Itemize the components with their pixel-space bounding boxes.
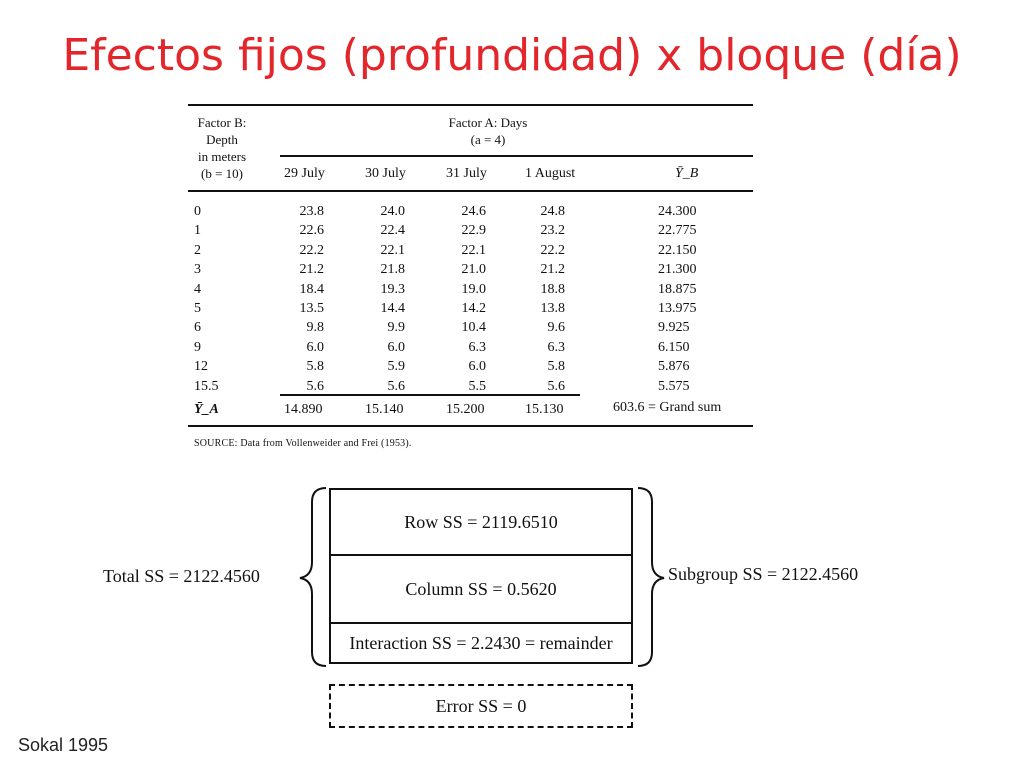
value-cell: 18.4 — [299, 281, 324, 297]
column-ss-label: Column SS = 0.5620 — [405, 578, 557, 599]
value-cell: 5.6 — [387, 378, 405, 394]
table-source: SOURCE: Data from Vollenweider and Frei (1953). — [194, 438, 412, 449]
value-cell: 5.6 — [306, 378, 324, 394]
error-ss-label: Error SS = 0 — [435, 695, 527, 716]
depth-cell: 6 — [194, 320, 201, 336]
depth-cell: 9 — [194, 339, 201, 355]
depth-cell: 3 — [194, 262, 201, 278]
table-bottom-rule — [188, 425, 753, 427]
depth-cell: 0 — [194, 204, 201, 219]
value-cell: 5.9 — [387, 359, 405, 375]
column-header-mean-b: Ȳ_B — [675, 166, 699, 181]
value-cell: 21.2 — [299, 262, 324, 278]
interaction-ss-label: Interaction SS = 2.2430 = remainder — [349, 632, 613, 653]
row-ss-label: Row SS = 2119.6510 — [404, 511, 558, 532]
mean-cell: 24.300 — [658, 204, 697, 219]
mean-cell: 5.575 — [658, 378, 690, 394]
value-cell: 14.2 — [461, 301, 486, 316]
mean-cell: 21.300 — [658, 262, 697, 278]
depth-cell: 1 — [194, 223, 201, 239]
value-cell: 6.0 — [306, 339, 324, 355]
value-cell: 13.8 — [540, 301, 565, 316]
footer-value-1-august: 15.130 — [525, 402, 564, 417]
value-cell: 22.1 — [380, 242, 405, 258]
footer-value-30-july: 15.140 — [365, 402, 404, 417]
value-cell: 22.2 — [540, 242, 565, 258]
value-cell: 24.8 — [540, 204, 565, 219]
value-cell: 9.6 — [547, 320, 565, 336]
factor-b-header: Factor B: Depth in meters (b = 10) — [197, 115, 247, 181]
value-cell: 24.6 — [461, 204, 486, 219]
value-cell: 24.0 — [380, 204, 405, 219]
row-ss-box — [329, 488, 633, 556]
value-cell: 5.8 — [306, 359, 324, 375]
value-cell: 21.8 — [380, 262, 405, 278]
value-cell: 19.0 — [461, 281, 486, 297]
ss-partition-diagram — [100, 480, 900, 730]
value-cell: 23.2 — [540, 223, 565, 239]
mean-cell: 6.150 — [658, 339, 690, 355]
mean-cell: 22.150 — [658, 242, 697, 258]
citation-footer: Sokal 1995 — [18, 735, 109, 755]
value-cell: 6.0 — [387, 339, 405, 355]
column-header-30-july: 30 July — [365, 166, 406, 181]
value-cell: 9.8 — [306, 320, 324, 336]
value-cell: 22.6 — [299, 223, 324, 239]
left-brace — [300, 488, 326, 666]
value-cell: 22.4 — [380, 223, 405, 239]
mean-cell: 18.875 — [658, 281, 697, 297]
header-mid-rule — [280, 155, 753, 157]
body-bottom-rule — [280, 394, 580, 396]
column-header-31-july: 31 July — [446, 166, 487, 181]
footer-value-29-july: 14.890 — [284, 402, 323, 417]
column-header-29-july: 29 July — [284, 166, 325, 181]
depth-cell: 2 — [194, 242, 201, 258]
slide-title: Efectos fijos (profundidad) x bloque (día) — [62, 30, 962, 81]
value-cell: 22.2 — [299, 242, 324, 258]
value-cell: 13.5 — [299, 301, 324, 316]
depth-cell: 12 — [194, 359, 208, 375]
factor-a-header: Factor A: Days (a = 4) — [448, 115, 528, 147]
mean-cell: 22.775 — [658, 223, 697, 239]
value-cell: 5.8 — [547, 359, 565, 375]
value-cell: 9.9 — [387, 320, 405, 336]
value-cell: 21.0 — [461, 262, 486, 278]
value-cell: 6.0 — [468, 359, 486, 375]
subgroup-ss-label: Subgroup SS = 2122.4560 — [668, 564, 859, 584]
depth-cell: 4 — [194, 281, 201, 297]
value-cell: 10.4 — [461, 320, 486, 336]
mean-cell: 9.925 — [658, 320, 690, 336]
value-cell: 5.6 — [547, 378, 565, 394]
value-cell: 22.1 — [461, 242, 486, 258]
error-ss-box — [329, 684, 633, 728]
interaction-ss-box — [329, 622, 633, 664]
value-cell: 19.3 — [380, 281, 405, 297]
column-ss-box — [329, 554, 633, 624]
value-cell: 6.3 — [547, 339, 565, 355]
data-table — [188, 100, 753, 460]
mean-cell: 13.975 — [658, 301, 697, 316]
value-cell: 22.9 — [461, 223, 486, 239]
header-bottom-rule — [188, 190, 753, 192]
value-cell: 5.5 — [468, 378, 486, 394]
value-cell: 14.4 — [380, 301, 405, 316]
grand-sum: 603.6 = Grand sum — [613, 400, 722, 415]
value-cell: 18.8 — [540, 281, 565, 297]
depth-cell: 15.5 — [194, 378, 219, 394]
footer-row-label: Ȳ_A — [194, 402, 219, 417]
table-top-rule — [188, 104, 753, 106]
value-cell: 23.8 — [299, 204, 324, 219]
value-cell: 6.3 — [468, 339, 486, 355]
column-header-1-august: 1 August — [525, 166, 576, 181]
depth-cell: 5 — [194, 301, 201, 316]
total-ss-label: Total SS = 2122.4560 — [103, 566, 260, 586]
value-cell: 21.2 — [540, 262, 565, 278]
footer-value-31-july: 15.200 — [446, 402, 485, 417]
mean-cell: 5.876 — [658, 359, 690, 375]
right-brace — [638, 488, 664, 666]
